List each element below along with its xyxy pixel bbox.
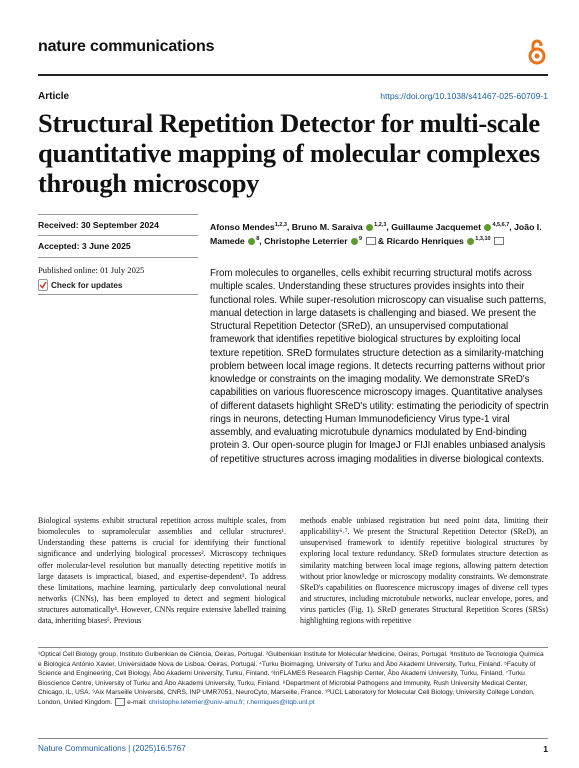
check-updates-icon	[38, 279, 48, 291]
author-name[interactable]: Guillaume Jacquemet	[391, 221, 482, 232]
author-affiliation-ref: 4,5,6,7	[492, 222, 510, 228]
orcid-icon[interactable]	[248, 238, 255, 245]
journal-name: nature communications	[38, 38, 215, 55]
affiliations	[38, 650, 548, 708]
dates-bottom-rule	[38, 294, 198, 295]
email-label: e-mail:	[127, 698, 147, 706]
abstract: From molecules to organelles, cells exhibit recurring structural motifs across multiple scales. Understanding these structures provides insights into their functional roles. While super-resolution microscopy can visualise such patterns, manual detection in large datasets is challenging and biased. We present the Structural Repetition Detector (SReD), an unsupervised computational framework that identifies repetitive biological structures by exploiting local texture repetition. SReD formulates structure detection as a similarity-matching problem between local image regions. It detects recurring patterns without prior knowledge or constraints on the imaging modality. We demonstrate SReD's capabilities on various fluorescence microscopy images. Quantitative analyses of different datasets highlight SReD's utility: estimating the periodicity of spectrin rings in neurons, detecting Human Immunodeficiency Virus type-1 viral assembly, and evaluating microtubule dynamics modulated by End-binding protein 3. Our open-source plugin for ImageJ or FIJI enables unbiased analysis of repetitive structures across imaging modalities in diverse biological contexts.	[210, 268, 549, 465]
published-date: Published online: 01 July 2025	[38, 265, 145, 275]
author-affiliation-ref: 1,2,3	[374, 222, 387, 228]
author-name[interactable]: João I. Mamede	[210, 221, 542, 246]
author-name[interactable]: & Ricardo Henriques	[377, 235, 464, 246]
author-affiliation-ref: 1,2,3	[274, 222, 287, 228]
dates-top-rule	[38, 214, 198, 215]
doi-link[interactable]: https://doi.org/10.1038/s41467-025-60709-1	[380, 91, 548, 101]
email-icon[interactable]	[366, 237, 376, 245]
author-affiliation-ref: 1,3,10	[475, 235, 491, 242]
author-affiliation-ref: 8	[256, 235, 260, 242]
article-type: Article	[38, 91, 70, 102]
orcid-icon[interactable]	[467, 238, 474, 245]
check-updates-label: Check for updates	[51, 280, 123, 290]
orcid-icon[interactable]	[351, 238, 358, 245]
footer-rule	[38, 738, 548, 739]
email-separator: ;	[243, 698, 245, 706]
affiliations-text: ¹Optical Cell Biology group, Instituto Gulbenkian de Ciência, Oeiras, Portugal. ²Gulbenkian Institute for Molecular Medicine, Oeiras, Portugal. ³Instituto de Tecnologia Química e Biológica António Xavier, Universidade Nova de Lisboa, Oeiras, Portugal. ⁴Turku Bioimaging, University of Turku and Åbo Akademi University, Turku, Finland. ⁵Faculty of Science and Engineering, Cell Biology, Åbo Akademi University, Turku, Finland. ⁶InFLAMES Research Flagship Center, Åbo Akademi University, Turku, Finland. ⁷Turku Bioscience Centre, University of Turku and Åbo Akademi University, Turku, Finland. ⁸Department of Microbial Pathogens and Immunity, Rush University Medical Center, Chicago, IL, USA. ⁹Aix Marseille Université, CNRS, INP UMR7051, NeuroCyto, Marseille, France. ¹⁰UCL Laboratory for Molecular Cell Biology, University College London, London, United Kingdom.	[38, 651, 544, 706]
received-date: Received: 30 September 2024	[38, 220, 159, 230]
email-link-leterrier[interactable]: christophe.leterrier@univ-amu.fr	[148, 698, 244, 706]
author-name[interactable]: Christophe Leterrier	[264, 235, 348, 246]
orcid-icon[interactable]	[366, 224, 373, 231]
author-list: Afonso Mendes$^{1,2,3}$, Bruno M. Saraiva $^{1,2,3}$, Guillaume Jacquemet $^{4,5,6,7}$, João I. Mamede $^8$, Christophe Leterrier $^9$ & Ricardo Henriques $^{1,3,10}$	[210, 221, 542, 246]
check-for-updates-button[interactable]	[38, 278, 122, 292]
page-number: 1	[543, 744, 548, 754]
accepted-date: Accepted: 3 June 2025	[38, 241, 131, 251]
email-icon[interactable]	[494, 237, 504, 245]
author-name[interactable]: Afonso Mendes	[210, 221, 275, 232]
header-rule	[38, 74, 548, 76]
open-access-icon	[526, 38, 548, 66]
affiliations-rule	[38, 647, 548, 648]
article-title: Structural Repetition Detector for multi-scale quantitative mapping of molecular complexes through microscopy	[38, 108, 540, 198]
body-text-column-2: methods enable unbiased registration but need point data, limiting their applicability⁶˒⁷. We present the Structural Repetition Detector (SReD), an unsupervised framework to identify repetitive biological structures by exploring local texture redundancy. SReD formulates structure detection as similarity matching between local image regions, allowing pattern detection without prior knowledge or microscopy modality constraints. We demonstrate SReD's capabilities on fluorescence microscopy images of diverse cell types and structures, including microtubule networks, nuclear envelope, pores, and virus particles (Fig. 1). SReD generates Structural Repetition Scores (SRSs) highlighting regions with repetitive	[300, 516, 548, 626]
email-icon	[115, 698, 125, 706]
dates-divider-2	[38, 257, 198, 258]
body-text-column-1: Biological systems exhibit structural repetition across multiple scales, from biomolecules to supramolecular assemblies and cellular structures¹. Understanding these patterns is crucial for identifying their functional significance and underlying biological processes². Microscopy techniques offer molecular-level resolution but manually detecting repetitive motifs in large datasets is impractical, biased, and expertise-dependent³. To address these limitations, machine learning, particularly deep convolutional neural networks (CNNs), has been employed to detect and segment biological structures automatically⁴. However, CNNs require extensive labelled training data, inheriting biases⁵. Previous	[38, 516, 286, 626]
author-name[interactable]: Bruno M. Saraiva	[291, 221, 363, 232]
author-affiliation-ref: 9	[359, 235, 363, 242]
email-link-henriques[interactable]: r.henriques@itqb.unl.pt	[246, 698, 315, 706]
footer-citation[interactable]: Nature Communications | (2025)16:5767	[38, 744, 186, 753]
dates-divider	[38, 235, 198, 236]
orcid-icon[interactable]	[484, 224, 491, 231]
